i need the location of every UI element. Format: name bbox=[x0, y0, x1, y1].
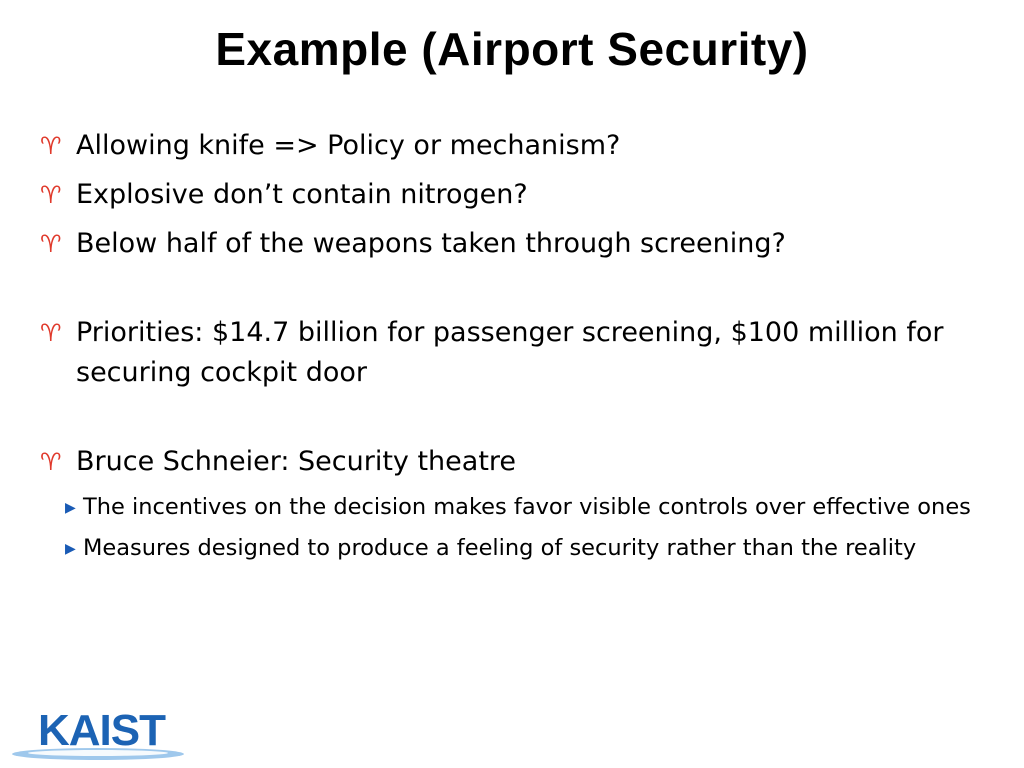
sub-bullet-text: Measures designed to produce a feeling of security rather than the reality bbox=[83, 535, 917, 561]
slide-title: Example (Airport Security) bbox=[215, 23, 809, 75]
kaist-logo bbox=[8, 704, 188, 764]
bullet-item bbox=[40, 224, 1000, 264]
aries-bullet-icon: ♈ bbox=[40, 132, 62, 160]
triangle-right-icon: ▶ bbox=[65, 500, 76, 516]
sub-bullet-item bbox=[40, 532, 1000, 565]
bullet-text: Explosive don’t contain nitrogen? bbox=[76, 179, 528, 210]
bullet-text: Allowing knife => Policy or mechanism? bbox=[76, 130, 621, 161]
aries-bullet-icon: ♈ bbox=[40, 319, 62, 347]
bullet-list bbox=[40, 126, 1000, 573]
logo-text: KAIST bbox=[38, 706, 165, 755]
bullet-item bbox=[40, 313, 1000, 393]
sub-bullet-text: The incentives on the decision makes favor visible controls over effective ones bbox=[83, 494, 971, 520]
sub-bullet-item bbox=[40, 491, 1000, 524]
aries-bullet-icon: ♈ bbox=[40, 230, 62, 258]
bullet-item bbox=[40, 442, 1000, 482]
bullet-item bbox=[40, 175, 1000, 215]
bullet-item bbox=[40, 126, 1000, 166]
sub-bullet-list bbox=[40, 491, 1000, 565]
triangle-right-icon: ▶ bbox=[65, 541, 76, 557]
bullet-text: Priorities: $14.7 billion for passenger screening, $100 million for securing cockpit door bbox=[76, 317, 944, 388]
aries-bullet-icon: ♈ bbox=[40, 448, 62, 476]
bullet-text: Bruce Schneier: Security theatre bbox=[76, 446, 517, 477]
bullet-text: Below half of the weapons taken through screening? bbox=[76, 228, 786, 259]
aries-bullet-icon: ♈ bbox=[40, 181, 62, 209]
